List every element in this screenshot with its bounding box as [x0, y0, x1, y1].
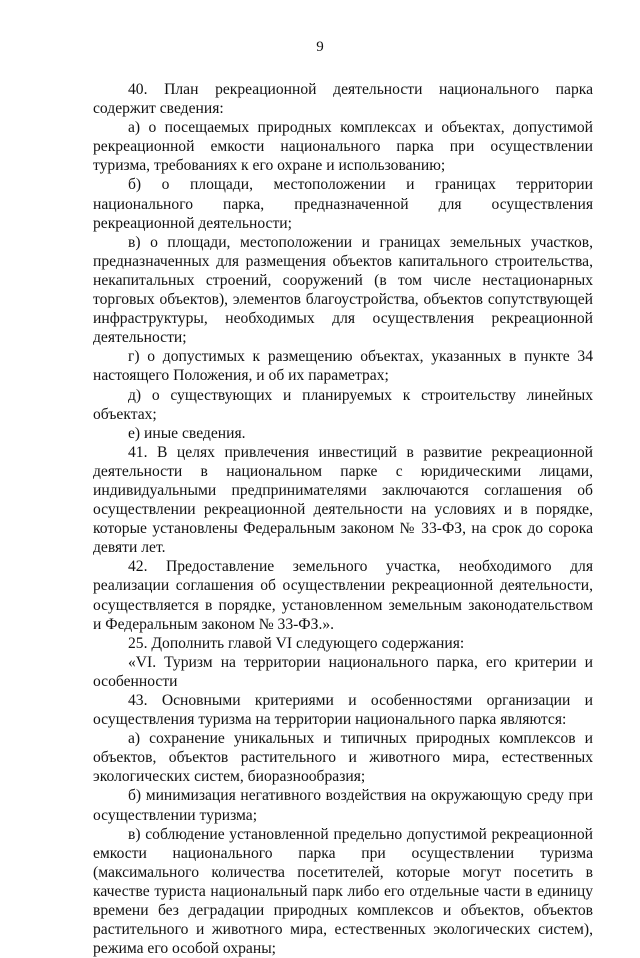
paragraph-40: 40. План рекреационной деятельности национального парка содержит сведения:: [93, 81, 593, 118]
paragraph-42: 42. Предоставление земельного участка, необходимого для реализации соглашения об осуществлении рекреационной деятельности, осуществляется в порядке, установленном земельным законодательством и Федеральным законом № 33-ФЗ.».: [93, 558, 593, 633]
document-body: [93, 80, 593, 958]
paragraph-43: 43. Основными критериями и особенностями организации и осуществления туризма на территории национального парка являются:: [93, 692, 593, 729]
paragraph-40-v: в) о площади, местоположении и границах земельных участков, предназначенных для размещения объектов капитального строительства, некапитальных строений, сооружений (в том числе нестационарных торговых объектов), элементов благоустройства, объектов сопутствующей инфраструктуры, необходимых для осуществления рекреационной деятельности;: [93, 233, 593, 347]
paragraph-40-g: г) о допустимых к размещению объектах, указанных в пункте 34 настоящего Положения, и об их параметрах;: [93, 348, 593, 385]
page-number: 9: [316, 39, 324, 55]
paragraph-40-e: е) иные сведения.: [128, 424, 246, 442]
paragraph-40-b: б) о площади, местоположении и границах территории национального парка, предназначенной для осуществления рекреационной деятельности;: [93, 176, 593, 232]
paragraph-40-a: а) о посещаемых природных комплексах и объектах, допустимой рекреационной емкости национального парка при осуществлении туризма, требованиях к его охране и использованию;: [93, 119, 593, 175]
paragraph-43-b: б) минимизация негативного воздействия на окружающую среду при осуществлении туризма;: [93, 787, 593, 824]
paragraph-40-d: д) о существующих и планируемых к строительству линейных объектах;: [93, 386, 593, 423]
paragraph-43-v: в) соблюдение установленной предельно допустимой рекреационной емкости национального парка при осуществлении туризма (максимального количества посетителей, которые могут посетить в качестве туриста национальный парк либо его отдельные части в единицу времени без деградации природных комплексов и объектов, объектов растительного и животного мира, естественных экологических систем), режима его особой охраны;: [93, 825, 593, 958]
paragraph-41: 41. В целях привлечения инвестиций в развитие рекреационной деятельности в национальном парке с юридическими лицами, индивидуальными предпринимателями заключаются соглашения об осуществлении рекреационной деятельности на условиях и в порядке, которые установлены Федеральным законом № 33-ФЗ, на срок до сорока девяти лет.: [93, 443, 593, 557]
chapter-vi-heading: «VI. Туризм на территории национального парка, его критерии и особенности: [93, 653, 593, 690]
paragraph-43-a: а) сохранение уникальных и типичных природных комплексов и объектов, объектов растительного и животного мира, естественных экологических систем, биоразнообразия;: [93, 730, 593, 786]
paragraph-25: 25. Дополнить главой VI следующего содержания:: [128, 634, 465, 652]
